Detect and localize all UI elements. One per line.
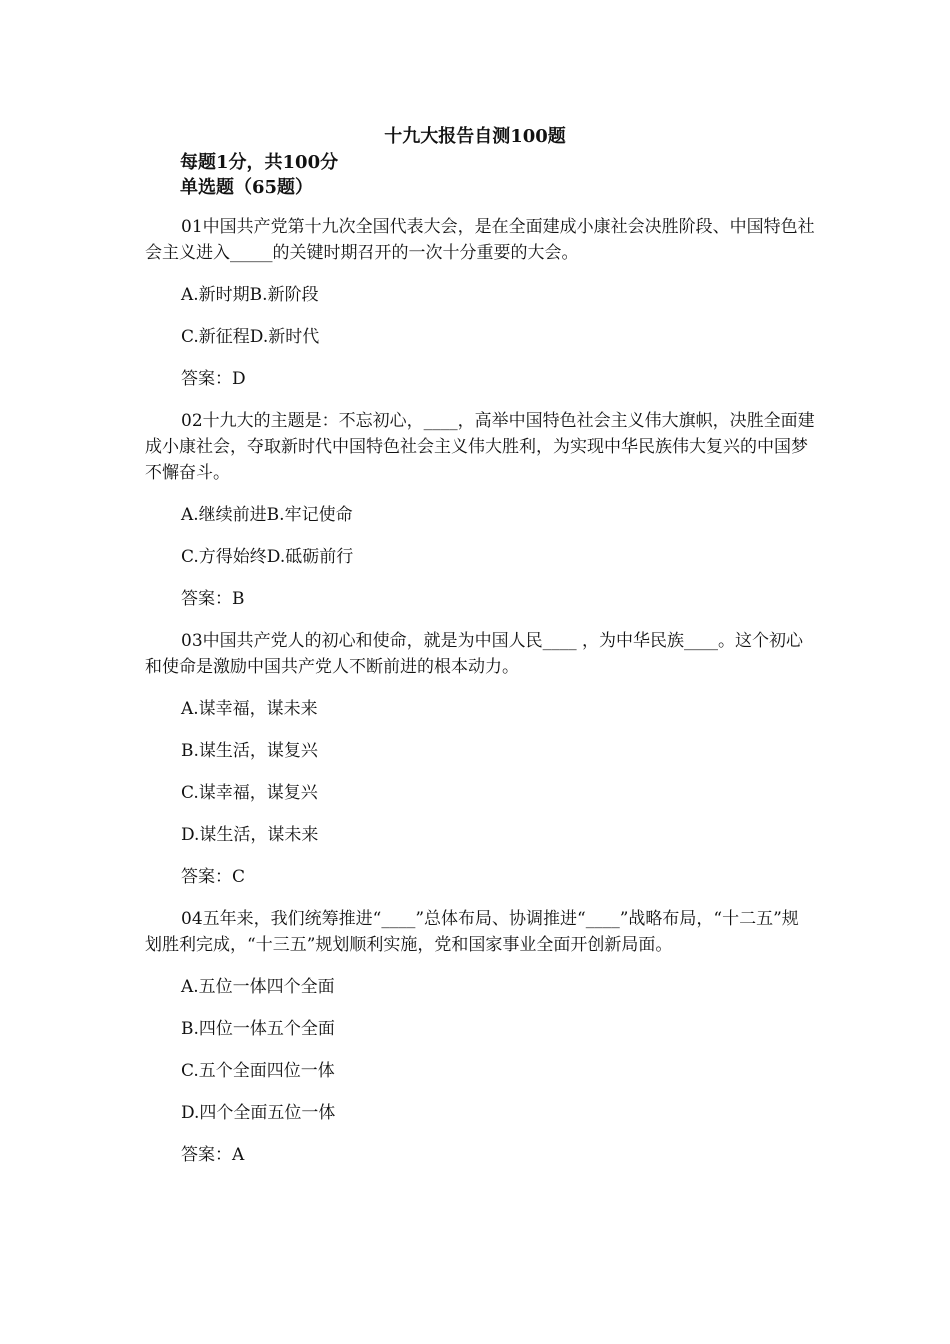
question-option: C.谋幸福，谋复兴 <box>181 783 318 803</box>
question-option: B.谋生活，谋复兴 <box>181 741 318 761</box>
question-option: D.谋生活，谋未来 <box>181 825 319 845</box>
question-block <box>145 214 815 392</box>
question-option: C.方得始终D.砥砺前行 <box>181 547 354 567</box>
question-block <box>145 628 815 890</box>
question-option: A.谋幸福，谋未来 <box>181 699 318 719</box>
question-option: A.五位一体四个全面 <box>181 977 335 997</box>
question-answer: 答案：A <box>181 1145 245 1165</box>
question-block <box>145 906 815 1168</box>
question-list <box>145 214 815 1184</box>
document-title: 十九大报告自测100题 <box>384 126 566 147</box>
question-answer: 答案：B <box>181 589 245 609</box>
question-option: A.新时期B.新阶段 <box>181 285 319 305</box>
question-option: B.四位一体五个全面 <box>181 1019 335 1039</box>
section-heading: 单选题（65题） <box>180 177 314 198</box>
question-option: D.四个全面五位一体 <box>181 1103 336 1123</box>
question-option: A.继续前进B.牢记使命 <box>181 505 353 525</box>
question-stem: 01中国共产党第十九次全国代表大会，是在全面建成小康社会决胜阶段、中国特色社会主义进入_____的关键时期召开的一次十分重要的大会。 <box>145 217 815 263</box>
question-block <box>145 408 815 612</box>
score-line: 每题1分，共100分 <box>180 152 339 173</box>
question-stem: 04五年来，我们统筹推进“____”总体布局、协调推进“____”战略布局，“十二五”规划胜利完成，“十三五”规划顺利实施，党和国家事业全面开创新局面。 <box>145 909 799 955</box>
question-stem: 02十九大的主题是：不忘初心，____，高举中国特色社会主义伟大旗帜，决胜全面建成小康社会，夺取新时代中国特色社会主义伟大胜利，为实现中华民族伟大复兴的中国梦不懈奋斗。 <box>145 411 815 483</box>
question-stem: 03中国共产党人的初心和使命，就是为中国人民____ ，为中华民族____。这个初心和使命是激励中国共产党人不断前进的根本动力。 <box>145 631 804 677</box>
question-answer: 答案：C <box>181 867 246 887</box>
question-answer: 答案：D <box>181 369 246 389</box>
question-option: C.新征程D.新时代 <box>181 327 320 347</box>
question-option: C.五个全面四位一体 <box>181 1061 335 1081</box>
